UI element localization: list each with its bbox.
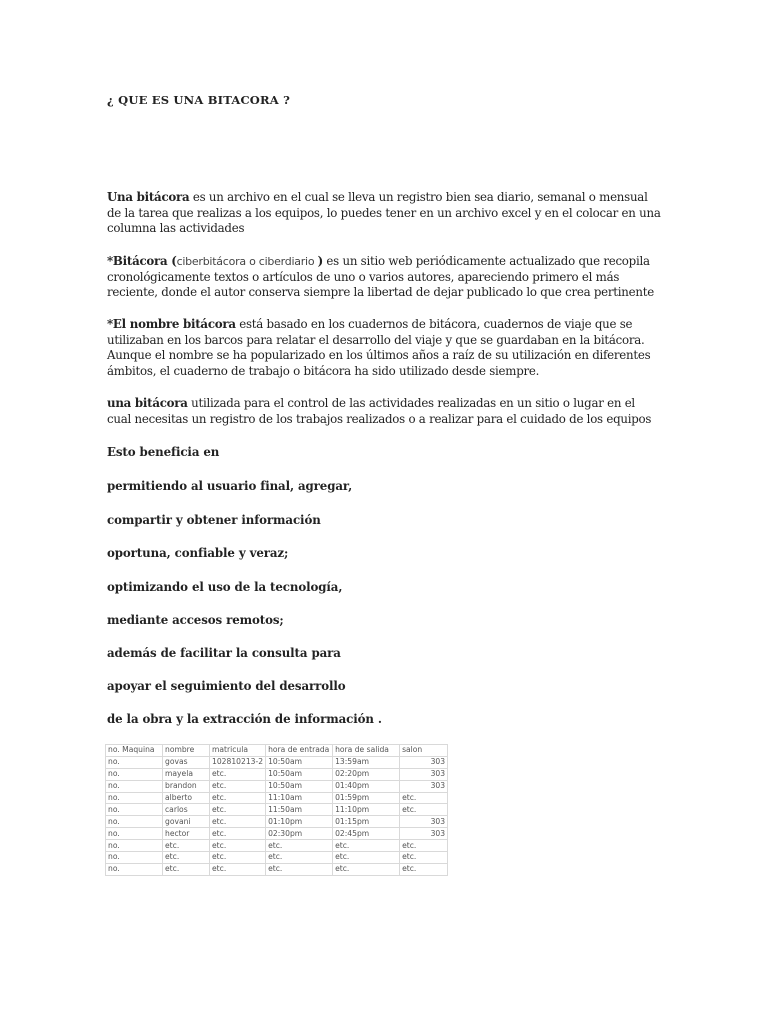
table-cell: etc. [333, 863, 400, 875]
benefit-line: de la obra y la extracción de información . [107, 712, 382, 726]
table-cell: no. [106, 756, 163, 768]
paragraph-lead: *Bitácora ( [107, 254, 177, 268]
paragraph-text: es un archivo en el cual se lleva un registro bien sea diario, semanal o mensual de la tarea que realizas a los equipos, lo puedes tener en un archivo excel y en el colocar en una columna las actividades [107, 190, 661, 236]
benefit-line: además de facilitar la consulta para [107, 646, 341, 660]
table-header-row [106, 745, 448, 757]
benefit-line: permitiendo al usuario final, agregar, [107, 479, 353, 493]
table-cell: etc. [210, 768, 266, 780]
table-cell: 303 [400, 828, 448, 840]
table-cell: no. [106, 780, 163, 792]
table-row [106, 756, 448, 768]
table-cell: no. [106, 768, 163, 780]
table-cell: no. [106, 840, 163, 852]
table-cell: 13:59am [333, 756, 400, 768]
table-cell: etc. [400, 840, 448, 852]
paragraph-text: utilizada para el control de las actividades realizadas en un sitio o lugar en el cual necesitas un registro de los trabajos realizados o a realizar para el cuidado de los equipos [107, 396, 652, 426]
benefit-line: compartir y obtener información [107, 513, 321, 527]
table-row [106, 816, 448, 828]
table-cell: mayela [163, 768, 210, 780]
table-cell: 02:30pm [266, 828, 333, 840]
table-cell: 303 [400, 816, 448, 828]
table-cell: alberto [163, 792, 210, 804]
table-cell: etc. [333, 840, 400, 852]
table-cell: etc. [163, 840, 210, 852]
table-row [106, 804, 448, 816]
table-cell: etc. [266, 863, 333, 875]
table-cell: etc. [400, 804, 448, 816]
table-cell: 303 [400, 768, 448, 780]
table-cell: 01:59pm [333, 792, 400, 804]
table-cell: etc. [210, 863, 266, 875]
column-header: no. Maquina [106, 745, 163, 757]
column-header: salon [400, 745, 448, 757]
table-cell: 02:20pm [333, 768, 400, 780]
table-cell: etc. [210, 804, 266, 816]
table-cell: 01:10pm [266, 816, 333, 828]
table-cell: govas [163, 756, 210, 768]
table-cell: 303 [400, 756, 448, 768]
table-cell: etc. [333, 852, 400, 864]
table-row [106, 792, 448, 804]
table-row [106, 780, 448, 792]
table-cell: etc. [163, 863, 210, 875]
paragraph-aside: ciberbitácora o ciberdiario [176, 255, 318, 268]
bitacora-table [105, 744, 448, 876]
table-cell: no. [106, 852, 163, 864]
paragraph-lead: una bitácora [107, 396, 188, 410]
table-row [106, 863, 448, 875]
table-row [106, 768, 448, 780]
table-cell: 102810213-2 [210, 756, 266, 768]
table-cell: etc. [400, 852, 448, 864]
table-cell: no. [106, 863, 163, 875]
table-cell: etc. [400, 863, 448, 875]
paragraph-definition [107, 190, 662, 237]
table-cell: brandon [163, 780, 210, 792]
column-header: hora de salida [333, 745, 400, 757]
table-cell: hector [163, 828, 210, 840]
table-cell: 10:50am [266, 756, 333, 768]
table-row [106, 852, 448, 864]
benefit-line: Esto beneficia en [107, 445, 220, 459]
paragraph-text: es un sitio web periódicamente actualizado que recopila cronológicamente textos o artículos de uno o varios autores, apareciendo primero el más reciente, donde el autor conserva siempre la libertad de dejar publicado lo que crea pertinente [107, 254, 654, 300]
column-header: hora de entrada [266, 745, 333, 757]
table-row [106, 840, 448, 852]
table-cell: 02:45pm [333, 828, 400, 840]
table-cell: 10:50am [266, 780, 333, 792]
paragraph-text: está basado en los cuadernos de bitácora, cuadernos de viaje que se utilizaban en los barcos para relatar el desarrollo del viaje y que se guardaban en la bitácora. Aunque el nombre se ha popularizado en los últimos años a raíz de su utilización en diferentes ámbitos, el cuaderno de trabajo o bitácora ha sido utilizado desde siempre. [107, 317, 651, 378]
table-cell: etc. [210, 816, 266, 828]
table-cell: no. [106, 816, 163, 828]
table-cell: 11:50am [266, 804, 333, 816]
paragraph-lead: *El nombre bitácora [107, 317, 236, 331]
paragraph-lead-close: ) [317, 254, 323, 268]
table-cell: 303 [400, 780, 448, 792]
table-cell: 11:10am [266, 792, 333, 804]
table-cell: carlos [163, 804, 210, 816]
paragraph-nombre [107, 317, 662, 379]
table-cell: etc. [210, 840, 266, 852]
table-row [106, 828, 448, 840]
benefit-line: apoyar el seguimiento del desarrollo [107, 679, 346, 693]
page-title: ¿ QUE ES UNA BITACORA ? [107, 93, 291, 107]
table-cell: no. [106, 804, 163, 816]
table-cell: etc. [400, 792, 448, 804]
table-cell: no. [106, 828, 163, 840]
table-cell: govani [163, 816, 210, 828]
table-cell: etc. [163, 852, 210, 864]
table-cell: etc. [210, 792, 266, 804]
paragraph-uso [107, 396, 662, 427]
table-cell: no. [106, 792, 163, 804]
table-cell: etc. [210, 828, 266, 840]
benefit-line: oportuna, confiable y veraz; [107, 546, 289, 560]
benefit-line: mediante accesos remotos; [107, 613, 284, 627]
column-header: matricula [210, 745, 266, 757]
benefit-line: optimizando el uso de la tecnología, [107, 580, 343, 594]
table-cell: etc. [210, 852, 266, 864]
table-cell: etc. [266, 840, 333, 852]
table-cell: 11:10pm [333, 804, 400, 816]
table-cell: 10:50am [266, 768, 333, 780]
table-cell: 01:15pm [333, 816, 400, 828]
table-cell: etc. [266, 852, 333, 864]
paragraph-lead: Una bitácora [107, 190, 190, 204]
column-header: nombre [163, 745, 210, 757]
paragraph-ciberbitacora [107, 254, 662, 301]
table-cell: etc. [210, 780, 266, 792]
table-cell: 01:40pm [333, 780, 400, 792]
